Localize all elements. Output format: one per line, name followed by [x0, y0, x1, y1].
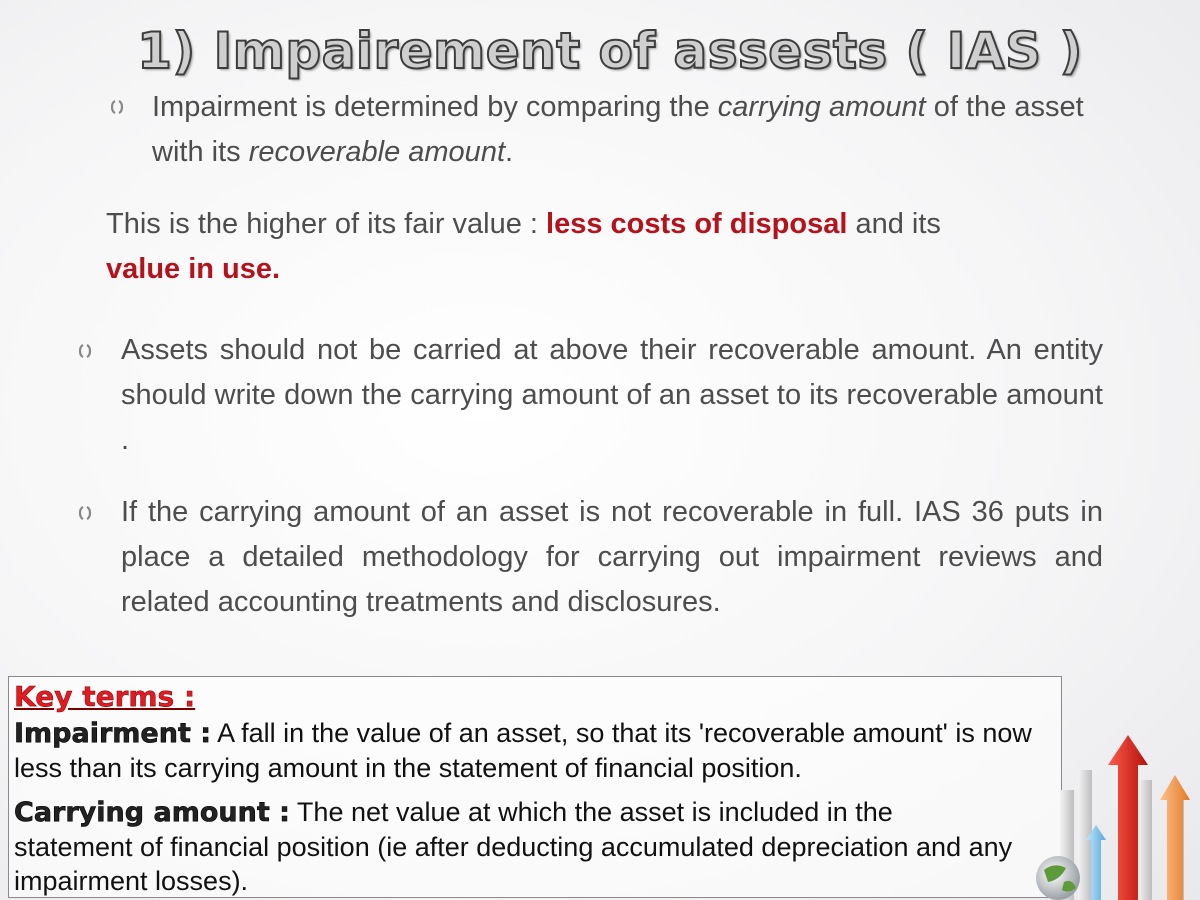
- carrying-amount-definition: [14, 795, 1014, 898]
- key-terms-heading: Key terms :: [14, 680, 196, 713]
- bullet1-italic-recoverable-amount: recoverable amount: [248, 136, 506, 168]
- value-in-use: value in use.: [106, 253, 281, 285]
- bullet-impairment-determined: [152, 85, 1112, 175]
- bullet1-text-part3: .: [505, 136, 514, 168]
- impairment-definition: [14, 716, 1056, 785]
- bullet-icon: [110, 100, 124, 114]
- bullet1-text-part1: Impairment is determined by comparing the: [152, 91, 718, 123]
- bullet-icon: [78, 506, 92, 520]
- growth-chart-icon: [1020, 730, 1200, 900]
- higher-middle: and its: [847, 208, 941, 240]
- bullet-ias36-methodology: If the carrying amount of an asset is not recoverable in full. IAS 36 puts in place a detailed methodology for carrying out impairment reviews and related accounting treatments and disclosures.: [121, 496, 1103, 618]
- impairment-term: Impairment :: [14, 718, 212, 749]
- bullet1-italic-carrying-amount: carrying amount: [717, 91, 926, 123]
- higher-of-paragraph: [106, 202, 1096, 292]
- key-terms-box: [8, 676, 1062, 898]
- bullet-icon: [78, 344, 92, 358]
- carrying-def-text: The net value at which the asset is included in the statement of financial position (ie after deducting accumulated depreciation and any impairment losses).: [14, 797, 1013, 896]
- slide-title: 1) Impairement of assests ( IAS ): [137, 22, 1083, 80]
- bullet1-text-part2: of the asset with its: [152, 91, 1084, 168]
- higher-prefix: This is the higher of its fair value :: [106, 208, 547, 240]
- less-costs-of-disposal: less costs of disposal: [546, 208, 848, 240]
- impairment-def-text: A fall in the value of an asset, so that its 'recoverable amount' is now less than its carrying amount in the statement of financial position.: [14, 718, 1032, 783]
- bullet-assets-carried: Assets should not be carried at above their recoverable amount. An entity should write down the carrying amount of an asset to its recoverable amount .: [121, 334, 1103, 456]
- carrying-amount-term: Carrying amount :: [14, 797, 290, 828]
